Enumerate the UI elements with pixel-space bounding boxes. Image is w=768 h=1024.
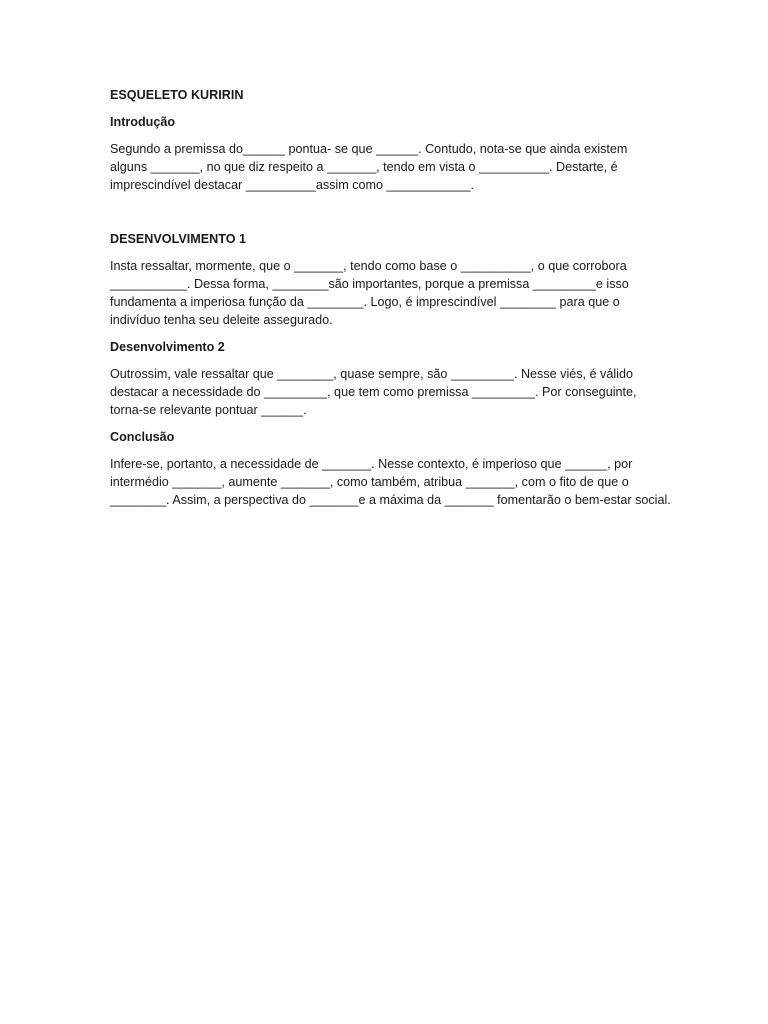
paragraph-line: ________. Assim, a perspectiva do _______e a máxima da _______ fomentarão o bem-estar social. [110, 493, 671, 507]
paragraph-desenvolvimento-2 [110, 365, 662, 419]
paragraph-introducao [110, 140, 662, 194]
paragraph-line: Infere-se, portanto, a necessidade de _______. Nesse contexto, é imperioso que ______, por [110, 457, 633, 471]
paragraph-line: destacar a necessidade do _________, que tem como premissa _________. Por conseguinte, [110, 385, 637, 399]
document-title: ESQUELETO KURIRIN [110, 88, 244, 102]
paragraph-desenvolvimento-1 [110, 257, 662, 329]
spacer [110, 203, 662, 230]
paragraph-conclusao [110, 455, 671, 509]
paragraph-line: ___________. Dessa forma, ________são importantes, porque a premissa _________e isso [110, 277, 629, 291]
paragraph-line: Insta ressaltar, mormente, que o _______, tendo como base o __________, o que corrobora [110, 259, 627, 273]
paragraph-line: intermédio _______, aumente _______, como também, atribua _______, com o fito de que o [110, 475, 629, 489]
paragraph-line: imprescindível destacar __________assim como ____________. [110, 178, 475, 192]
paragraph-line: fundamenta a imperiosa função da ________. Logo, é imprescindível ________ para que o [110, 295, 620, 309]
paragraph-line: Segundo a premissa do______ pontua- se que ______. Contudo, nota-se que ainda existem [110, 142, 628, 156]
paragraph-line: indivíduo tenha seu deleite assegurado. [110, 313, 333, 327]
section-heading-desenvolvimento-1: DESENVOLVIMENTO 1 [110, 232, 246, 246]
section-heading-desenvolvimento-2: Desenvolvimento 2 [110, 340, 225, 354]
section-heading-conclusao: Conclusão [110, 430, 175, 444]
document-page [110, 86, 671, 518]
section-heading-introducao: Introdução [110, 115, 176, 129]
paragraph-line: alguns _______, no que diz respeito a _______, tendo em vista o __________. Destarte, é [110, 160, 618, 174]
paragraph-line: Outrossim, vale ressaltar que ________, quase sempre, são _________. Nesse viés, é válido [110, 367, 633, 381]
paragraph-line: torna-se relevante pontuar ______. [110, 403, 307, 417]
